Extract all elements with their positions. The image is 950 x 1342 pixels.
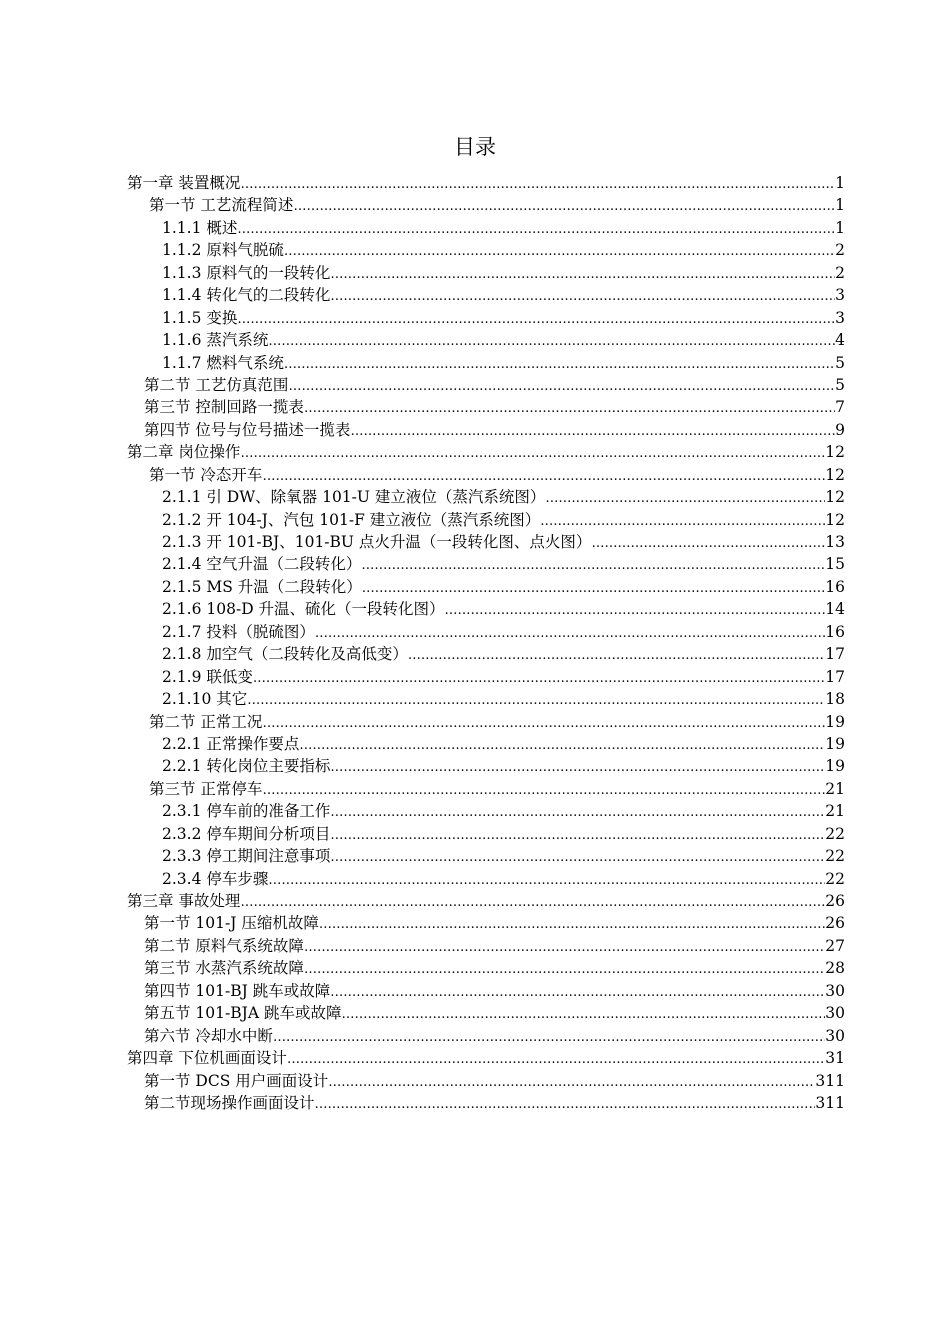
toc-leader-dots xyxy=(540,509,825,533)
toc-entry[interactable] xyxy=(127,643,845,665)
toc-entry-title: 2.2.1 正常操作要点 xyxy=(162,734,300,753)
toc-leader-dots xyxy=(341,1002,825,1026)
toc-entry-title: 2.3.1 停车前的准备工作 xyxy=(162,802,331,821)
toc-leader-dots xyxy=(330,980,825,1004)
toc-leader-dots xyxy=(284,352,835,376)
toc-entry-page: 5 xyxy=(835,353,845,372)
toc-entry-page: 4 xyxy=(835,331,845,350)
toc-entry[interactable] xyxy=(127,396,845,418)
toc-entry-page: 17 xyxy=(825,667,845,686)
toc-entry[interactable] xyxy=(127,755,845,777)
toc-leader-dots xyxy=(262,778,825,802)
toc-entry-page: 19 xyxy=(825,757,845,776)
toc-entry[interactable] xyxy=(127,217,845,239)
toc-leader-dots xyxy=(299,733,825,757)
toc-entry-page: 30 xyxy=(825,1026,845,1045)
toc-entry[interactable] xyxy=(127,688,845,710)
toc-entry-page: 12 xyxy=(825,510,845,529)
toc-leader-dots xyxy=(287,1047,825,1071)
toc-entry-title: 第一节 冷态开车 xyxy=(149,465,263,484)
toc-entry[interactable] xyxy=(127,239,845,261)
toc-entry[interactable] xyxy=(127,1002,845,1024)
toc-entry-page: 22 xyxy=(825,824,845,843)
toc-entry-title: 2.1.5 MS 升温（二段转化） xyxy=(162,577,362,596)
toc-entry-title: 第六节 冷却水中断 xyxy=(144,1026,273,1045)
toc-entry-page: 311 xyxy=(815,1071,845,1090)
toc-entry-title: 第二节 原料气系统故障 xyxy=(144,936,304,955)
toc-entry-page: 28 xyxy=(825,959,845,978)
toc-leader-dots xyxy=(240,890,825,914)
toc-entry-title: 1.1.2 原料气脱硫 xyxy=(162,241,284,260)
table-of-contents xyxy=(127,172,845,1114)
toc-leader-dots xyxy=(247,688,825,712)
toc-entry[interactable] xyxy=(127,868,845,890)
toc-entry-title: 1.1.6 蒸汽系统 xyxy=(162,331,269,350)
toc-entry-title: 第三节 控制回路一揽表 xyxy=(144,398,304,417)
toc-entry-title: 第一节 工艺流程简述 xyxy=(149,196,294,215)
toc-entry-page: 3 xyxy=(835,286,845,305)
toc-entry-page: 26 xyxy=(825,892,845,910)
toc-entry-title: 2.1.9 联低变 xyxy=(162,667,253,686)
toc-leader-dots xyxy=(350,419,835,443)
toc-entry-page: 19 xyxy=(825,712,845,731)
toc-entry[interactable] xyxy=(127,374,845,396)
toc-leader-dots xyxy=(408,643,825,667)
toc-entry-title: 第一章 装置概况 xyxy=(127,174,241,192)
toc-leader-dots xyxy=(591,531,825,555)
toc-entry-title: 2.1.6 108-D 升温、硫化（一段转化图） xyxy=(162,600,445,619)
toc-entry-page: 13 xyxy=(825,533,845,551)
toc-entry-page: 7 xyxy=(835,398,845,417)
toc-entry[interactable] xyxy=(127,823,845,845)
toc-leader-dots xyxy=(240,441,825,465)
toc-entry-title: 2.1.1 引 DW、除氧器 101-U 建立液位（蒸汽系统图） xyxy=(162,488,546,507)
toc-leader-dots xyxy=(330,262,835,286)
toc-entry[interactable] xyxy=(127,1047,845,1069)
toc-entry[interactable] xyxy=(127,778,845,800)
toc-leader-dots xyxy=(330,845,825,869)
toc-entry-title: 第四章 下位机画面设计 xyxy=(127,1049,287,1068)
toc-entry[interactable] xyxy=(127,352,845,374)
toc-entry-title: 2.1.4 空气升温（二段转化） xyxy=(162,555,362,574)
toc-entry[interactable] xyxy=(127,935,845,957)
toc-entry-page: 1 xyxy=(835,218,845,237)
toc-entry-page: 5 xyxy=(835,375,845,394)
page-title: 目录 xyxy=(454,135,496,159)
toc-entry[interactable] xyxy=(127,576,845,598)
toc-entry[interactable] xyxy=(127,1092,845,1114)
toc-entry[interactable] xyxy=(127,262,845,284)
toc-entry-title: 2.1.3 开 101-BJ、101-BU 点火升温（一段转化图、点火图） xyxy=(162,533,592,551)
toc-entry-title: 第三节 水蒸汽系统故障 xyxy=(144,959,304,978)
toc-entry-title: 2.1.8 加空气（二段转化及高低变） xyxy=(162,645,408,664)
toc-entry-title: 第一节 101-J 压缩机故障 xyxy=(144,914,319,933)
toc-leader-dots xyxy=(330,755,825,779)
toc-entry-page: 31 xyxy=(825,1049,845,1068)
toc-entry-title: 1.1.5 变换 xyxy=(162,308,238,327)
toc-leader-dots xyxy=(330,800,825,824)
toc-leader-dots xyxy=(361,553,825,577)
toc-leader-dots xyxy=(330,284,835,308)
toc-leader-dots xyxy=(237,307,835,331)
toc-entry[interactable] xyxy=(127,890,845,912)
toc-entry[interactable] xyxy=(127,598,845,620)
toc-entry[interactable] xyxy=(127,464,845,486)
toc-entry[interactable] xyxy=(127,486,845,508)
toc-leader-dots xyxy=(262,711,825,735)
toc-leader-dots xyxy=(237,217,835,241)
toc-leader-dots xyxy=(262,464,825,488)
toc-leader-dots xyxy=(304,396,835,420)
toc-entry-title: 1.1.7 燃料气系统 xyxy=(162,353,284,372)
toc-entry[interactable] xyxy=(127,711,845,733)
toc-entry-page: 18 xyxy=(825,690,845,709)
toc-entry[interactable] xyxy=(127,553,845,575)
toc-entry[interactable] xyxy=(127,980,845,1002)
toc-entry-page: 26 xyxy=(825,914,845,933)
toc-entry-title: 2.1.2 开 104-J、汽包 101-F 建立液位（蒸汽系统图） xyxy=(162,510,541,529)
toc-entry-page: 2 xyxy=(835,241,845,260)
toc-entry-title: 第三章 事故处理 xyxy=(127,892,241,910)
toc-entry-title: 第二章 岗位操作 xyxy=(127,443,241,462)
toc-entry-title: 1.1.3 原料气的一段转化 xyxy=(162,263,331,282)
toc-entry-page: 1 xyxy=(835,196,845,215)
toc-entry-page: 15 xyxy=(825,555,845,574)
toc-leader-dots xyxy=(288,374,835,398)
toc-entry-title: 第五节 101-BJA 跳车或故障 xyxy=(144,1004,342,1023)
toc-leader-dots xyxy=(319,912,825,936)
toc-leader-dots xyxy=(315,621,825,645)
toc-entry-title: 2.1.10 其它 xyxy=(162,690,248,709)
toc-entry-page: 14 xyxy=(825,600,845,619)
toc-leader-dots xyxy=(268,868,825,892)
toc-entry-page: 19 xyxy=(825,734,845,753)
toc-entry-title: 第四节 101-BJ 跳车或故障 xyxy=(144,981,331,1000)
toc-entry-page: 27 xyxy=(825,936,845,955)
toc-entry-title: 1.1.1 概述 xyxy=(162,218,238,237)
toc-entry-page: 17 xyxy=(825,645,845,664)
toc-entry-title: 1.1.4 转化气的二段转化 xyxy=(162,286,331,305)
toc-entry[interactable] xyxy=(127,284,845,306)
toc-entry-page: 311 xyxy=(815,1093,845,1112)
toc-entry-page: 1 xyxy=(835,174,845,192)
toc-entry[interactable] xyxy=(127,733,845,755)
toc-entry-title: 第四节 位号与位号描述一揽表 xyxy=(144,420,351,439)
toc-entry-page: 12 xyxy=(825,465,845,484)
toc-leader-dots xyxy=(268,329,835,353)
toc-entry[interactable] xyxy=(127,441,845,463)
toc-leader-dots xyxy=(315,1092,816,1116)
toc-entry-page: 21 xyxy=(825,802,845,821)
toc-leader-dots xyxy=(284,239,835,263)
toc-entry[interactable] xyxy=(127,194,845,216)
toc-entry-title: 2.3.3 停工期间注意事项 xyxy=(162,847,331,866)
toc-entry-title: 2.2.1 转化岗位主要指标 xyxy=(162,757,331,776)
toc-entry-title: 第三节 正常停车 xyxy=(149,779,263,798)
toc-leader-dots xyxy=(240,172,835,196)
toc-entry[interactable] xyxy=(127,621,845,643)
toc-entry-page: 16 xyxy=(825,577,845,596)
toc-entry[interactable] xyxy=(127,845,845,867)
toc-entry-page: 9 xyxy=(835,420,845,439)
toc-entry-page: 22 xyxy=(825,847,845,866)
toc-entry-title: 第二节 正常工况 xyxy=(149,712,263,731)
toc-entry[interactable] xyxy=(127,957,845,979)
toc-leader-dots xyxy=(304,935,825,959)
toc-leader-dots xyxy=(253,666,825,690)
toc-entry-page: 16 xyxy=(825,622,845,641)
toc-leader-dots xyxy=(273,1025,825,1049)
toc-leader-dots xyxy=(330,823,825,847)
toc-leader-dots xyxy=(445,598,826,622)
toc-entry-page: 22 xyxy=(825,869,845,888)
toc-entry[interactable] xyxy=(127,419,845,441)
toc-entry[interactable] xyxy=(127,531,845,553)
toc-entry[interactable] xyxy=(127,1070,845,1092)
toc-entry-page: 21 xyxy=(825,779,845,798)
toc-leader-dots xyxy=(362,576,825,600)
toc-entry-page: 30 xyxy=(825,981,845,1000)
toc-entry-title: 第二节现场操作画面设计 xyxy=(144,1093,315,1112)
toc-entry[interactable] xyxy=(127,329,845,351)
toc-entry-title: 2.1.7 投料（脱硫图） xyxy=(162,622,315,641)
toc-entry[interactable] xyxy=(127,172,845,194)
toc-entry-page: 3 xyxy=(835,308,845,327)
toc-entry[interactable] xyxy=(127,1025,845,1047)
toc-entry-page: 2 xyxy=(835,263,845,282)
toc-entry-title: 第一节 DCS 用户画面设计 xyxy=(144,1071,329,1090)
toc-entry-title: 第二节 工艺仿真范围 xyxy=(144,375,289,394)
toc-entry-page: 12 xyxy=(825,488,845,507)
toc-entry-page: 12 xyxy=(825,443,845,462)
toc-entry[interactable] xyxy=(127,666,845,688)
toc-entry-page: 30 xyxy=(825,1004,845,1023)
toc-entry[interactable] xyxy=(127,509,845,531)
toc-entry[interactable] xyxy=(127,307,845,329)
toc-leader-dots xyxy=(304,957,825,981)
toc-leader-dots xyxy=(328,1070,815,1094)
toc-entry[interactable] xyxy=(127,800,845,822)
toc-leader-dots xyxy=(545,486,825,510)
toc-entry-title: 2.3.4 停车步骤 xyxy=(162,869,269,888)
toc-entry[interactable] xyxy=(127,912,845,934)
toc-entry-title: 2.3.2 停车期间分析项目 xyxy=(162,824,331,843)
toc-leader-dots xyxy=(293,194,835,218)
